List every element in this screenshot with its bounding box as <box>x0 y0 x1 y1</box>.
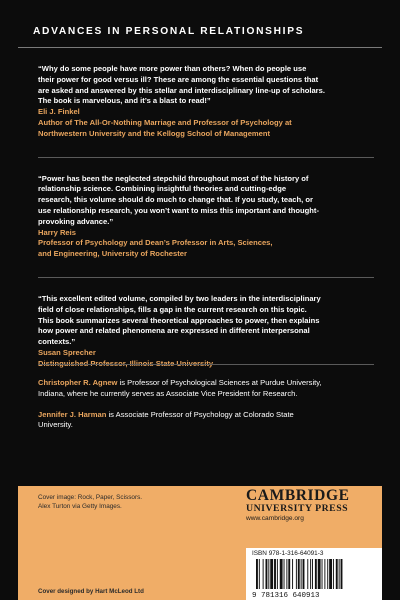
credit-line: Cover image: Rock, Paper, Scissors. <box>38 494 143 501</box>
barcode-bar <box>256 559 258 589</box>
isbn: ISBN 978-1-316-64091-3 <box>252 550 324 557</box>
barcode-bar <box>329 559 332 589</box>
barcode-panel <box>246 548 382 600</box>
barcode-bar <box>263 559 264 589</box>
quote-line: use relationship research, you won’t want to miss this important and thought- <box>38 205 319 215</box>
barcode-bar <box>327 559 328 589</box>
credit-line: Alex Turton via Getty Images. <box>38 502 122 510</box>
cover-credit <box>38 494 198 511</box>
barcode-bar <box>333 559 334 589</box>
quote-line: “Why do some people have more power than others? When do people use <box>38 64 307 73</box>
editor-bios <box>38 378 378 441</box>
bio-harman <box>38 410 378 432</box>
header-rule <box>18 47 382 48</box>
quote-line: This book summarizes several theoretical approaches to power, then explains <box>38 315 320 325</box>
barcode-bar <box>288 559 290 589</box>
barcode-bar <box>301 559 302 589</box>
barcode-bar <box>298 559 300 589</box>
barcode-bar <box>270 559 273 589</box>
quote-line: relationship science. Combining insightful theories and cutting-edge <box>38 184 287 194</box>
title-line: Professor of Psychology and Dean’s Professor in Arts, Sciences, <box>38 238 273 248</box>
barcode-bar <box>322 559 323 589</box>
endorsement-finkel <box>38 64 374 140</box>
bio-line: Indiana, where he currently serves as Associate Vice President for Research. <box>38 388 298 398</box>
barcode-bar <box>303 559 305 589</box>
quote-text <box>38 64 374 107</box>
barcode-bar <box>312 559 313 589</box>
barcode-bar <box>341 559 343 589</box>
quote-line: “This excellent edited volume, compiled by two leaders in the interdisciplinary <box>38 293 321 303</box>
title-line: and Engineering, University of Rochester <box>38 249 187 259</box>
barcode-bar <box>315 559 317 589</box>
barcode-bar <box>292 559 293 589</box>
cover-designer: Cover designed by Hart McLeod Ltd <box>38 588 144 595</box>
endorser-name: Harry Reis <box>38 227 76 237</box>
barcode-bar <box>339 559 340 589</box>
publisher-logo <box>246 488 382 522</box>
quote-line: The book is marvelous, and it’s a blast to read!” <box>38 96 211 106</box>
barcode-bar <box>284 559 285 589</box>
barcode-bar <box>268 559 269 589</box>
quote-text <box>38 174 374 228</box>
divider <box>38 277 374 278</box>
barcode-bar <box>274 559 276 589</box>
barcode-bar <box>266 559 268 589</box>
quote-text <box>38 294 374 348</box>
endorsement-reis <box>38 174 374 260</box>
quote-line: research, this volume should do much to change that. If you study, teach, or <box>38 195 313 205</box>
barcode-bar <box>318 559 321 589</box>
bio-agnew <box>38 378 378 400</box>
barcode-bar <box>324 559 325 589</box>
divider <box>38 157 374 158</box>
title-line: Northwestern University and the Kellogg School of Management <box>38 128 271 138</box>
barcode-bar <box>336 559 338 589</box>
barcode-bar <box>296 559 297 589</box>
quote-line: field of close relationships, fills a gap in the current research on this topic. <box>38 304 307 314</box>
barcode-digits: 9 781316 640913 <box>252 592 320 599</box>
quote-line: how power and related phenomena are expressed in different interpersonal <box>38 326 310 336</box>
bio-line: is Associate Professor of Psychology at Colorado State <box>106 409 294 419</box>
publisher-subname: UNIVERSITY PRESS <box>246 503 349 514</box>
title-line: Author of The All-Or-Nothing Marriage and Professor of Psychology at <box>38 117 292 127</box>
publisher-website: www.cambridge.org <box>246 515 304 522</box>
quote-line: are asked and answered by this stellar and interdisciplinary line-up of scholars. <box>38 85 325 95</box>
quote-line: their power for good versus ill? These are among the essential questions that <box>38 74 319 84</box>
series-title: ADVANCES IN PERSONAL RELATIONSHIPS <box>33 26 305 37</box>
divider <box>38 364 374 365</box>
editor-name: Christopher R. Agnew <box>38 378 118 387</box>
quote-line: “Power has been the neglected stepchild throughout most of the history of <box>38 173 309 183</box>
quote-line: contexts.” <box>38 337 76 347</box>
endorser-title <box>38 118 374 140</box>
bio-line: University. <box>38 420 73 430</box>
barcode-bar <box>307 559 308 589</box>
publisher-name: CAMBRIDGE <box>246 487 350 504</box>
footer-panel <box>18 486 382 600</box>
barcode-bar <box>280 559 283 589</box>
endorser-title <box>38 238 374 260</box>
barcode-bar <box>277 559 278 589</box>
barcode-bar <box>259 559 260 589</box>
editor-name: Jennifer J. Harman <box>38 409 107 419</box>
endorser-name: Eli J. Finkel <box>38 107 80 117</box>
barcode-icon <box>250 559 378 599</box>
barcode-bar <box>310 559 311 589</box>
endorsement-sprecher <box>38 294 374 370</box>
bio-line: is Professor of Psychological Sciences at Purdue University, <box>117 378 322 387</box>
barcode-bar <box>286 559 287 589</box>
quote-line: provoking advance.” <box>38 216 114 226</box>
endorser-name: Susan Sprecher <box>38 347 96 357</box>
endorsements <box>38 64 374 387</box>
